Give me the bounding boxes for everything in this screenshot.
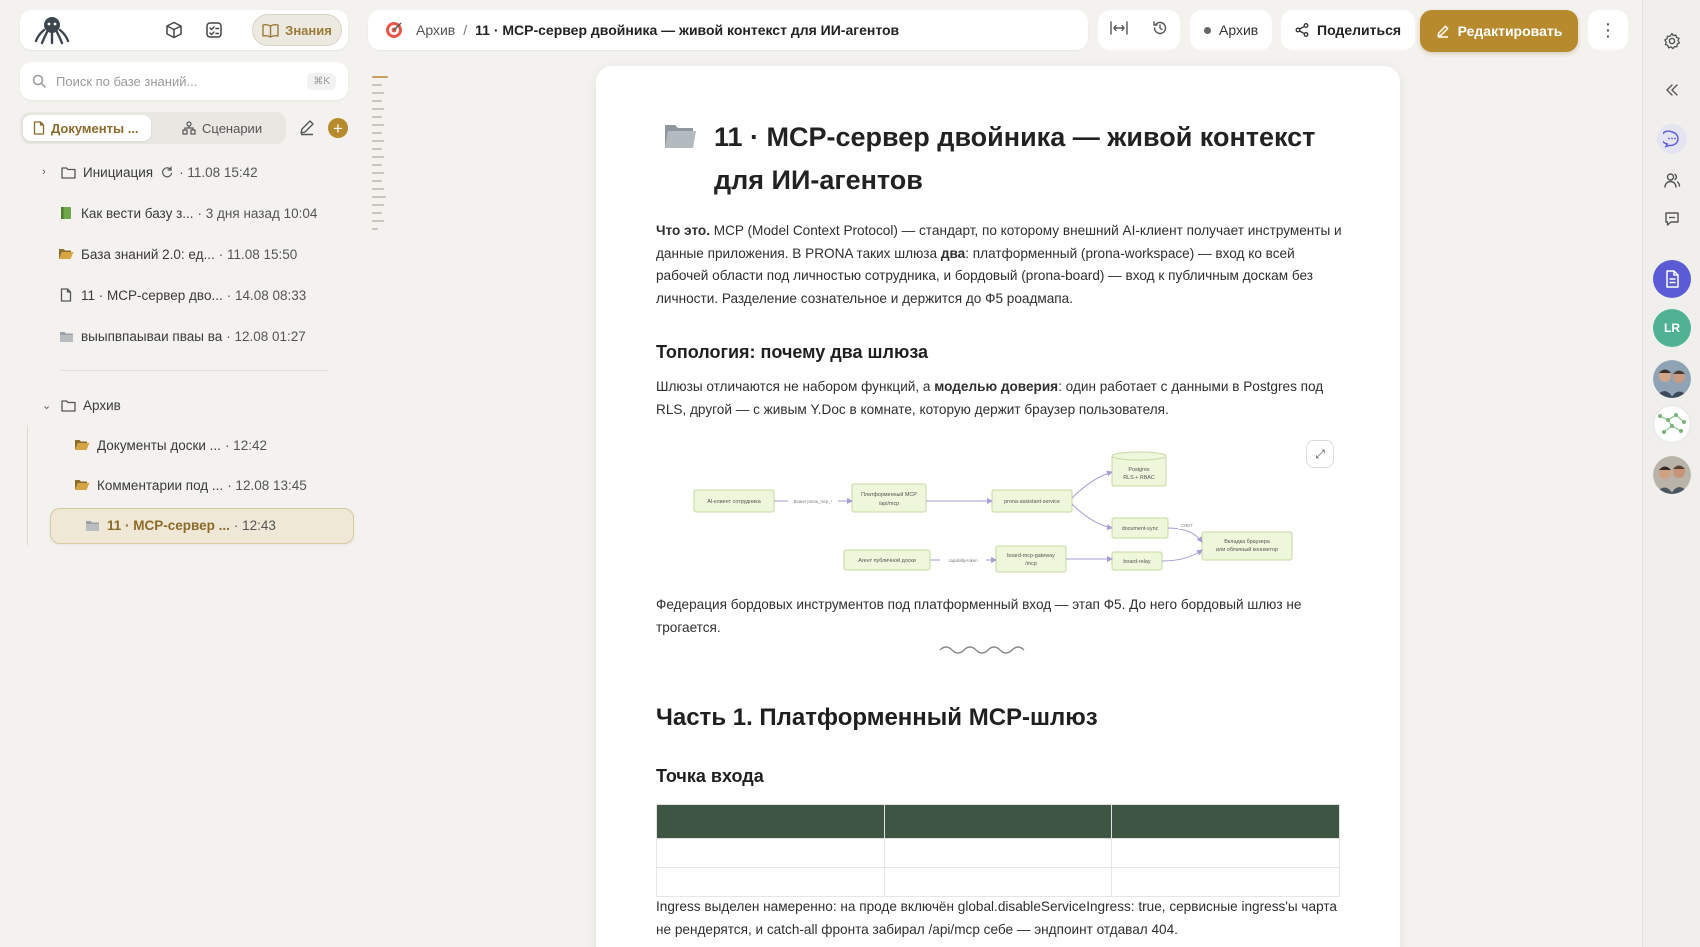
document-icon: [58, 287, 74, 303]
tree-item[interactable]: [58, 322, 306, 350]
document-title: 11 · MCP-сервер двойника — живой контекст для ИИ-агентов: [714, 122, 1316, 195]
history-icon[interactable]: [1152, 20, 1168, 41]
nav-knowledge-label: Знания: [285, 22, 332, 38]
diagram-node-gateway: [996, 546, 1066, 572]
diagram-label: prona-assistant-service: [1004, 499, 1060, 505]
tree-item-active[interactable]: [84, 511, 276, 539]
breadcrumb-parent[interactable]: Архив: [416, 22, 456, 38]
outline-mark[interactable]: [372, 220, 384, 222]
user-avatar-map[interactable]: [1653, 405, 1691, 443]
diagram-label: board-mcp-gateway: [1007, 553, 1055, 559]
table-cell: [1112, 868, 1340, 897]
tab-scenarios-label: Сценарии: [202, 120, 263, 136]
chat-icon[interactable]: [1657, 124, 1687, 154]
document-icon: [33, 121, 45, 135]
sync-icon: [159, 164, 175, 180]
table-header-cell: [657, 805, 885, 839]
diagram-node-platform: [852, 484, 926, 512]
table-cell: [1112, 839, 1340, 868]
sidebar-tabs: [20, 112, 286, 144]
target-icon: [384, 20, 404, 40]
folder-icon: [60, 164, 76, 180]
diagram-edge-label: Bearer prona_mcp_*: [793, 499, 833, 504]
intro-lead: Что это.: [656, 223, 710, 238]
tree-item[interactable]: [58, 240, 297, 268]
outline-mark[interactable]: [372, 108, 384, 110]
tree-item-label: Как вести базу з...: [81, 205, 194, 221]
tree-item-meta: · 11.08 15:50: [218, 246, 298, 262]
table-header-cell: [884, 805, 1112, 839]
octopus-logo-icon[interactable]: [34, 15, 70, 45]
chevron-down-icon[interactable]: ⌄: [42, 399, 52, 412]
app-nav: [20, 10, 348, 50]
share-button[interactable]: [1281, 10, 1415, 50]
avatar-initials: LR: [1664, 321, 1680, 335]
intro-paragraph: [656, 220, 1346, 310]
tree-folder-label: Инициация: [83, 164, 154, 180]
diagram-label: /mcp: [1025, 561, 1037, 567]
diagram-edge: [1162, 550, 1202, 561]
tree-item[interactable]: [74, 431, 267, 459]
tree-folder-initiation[interactable]: [42, 158, 258, 186]
topology-bold: моделью доверия: [934, 379, 1059, 394]
outline-mark[interactable]: [372, 204, 384, 206]
tab-documents[interactable]: [23, 115, 151, 141]
heading-entry-point: Точка входа: [656, 766, 764, 786]
add-document-button[interactable]: [328, 118, 348, 138]
table-header-cell: [1112, 805, 1340, 839]
table-cell: [657, 839, 885, 868]
open-folder-icon: [58, 246, 74, 262]
heading-part-1: Часть 1. Платформенный MCP-шлюз: [656, 704, 1098, 731]
intro-bold-two: два: [940, 245, 966, 261]
expand-icon: ⤢: [1315, 446, 1325, 461]
outline-mark[interactable]: [372, 164, 382, 166]
outline-mark[interactable]: [372, 84, 382, 86]
tree-indent-guide: [27, 425, 28, 545]
comments-icon[interactable]: [1657, 204, 1687, 234]
book-icon: [262, 23, 279, 38]
topology-text-cont: : один работает с данными в Postgres под RLS, другой — с живым Y.Doc в комнате, которую держит браузер пользователя.: [656, 379, 1324, 417]
table-row: [657, 839, 1340, 868]
tree-item-label: выыпвпаываи пваы ва: [81, 328, 223, 344]
share-icon: [1295, 23, 1309, 37]
diagram-edge-label: CRDT: [1181, 523, 1193, 528]
users-icon[interactable]: [1657, 165, 1687, 195]
diagram-label: Postgres: [1128, 467, 1150, 473]
intro-text: MCP (Model Context Protocol) — стандарт, по которому внешний AI-клиент получает инструменты и данные приложения. В PRONA таких шлюза: [656, 223, 1342, 261]
edit-label: Редактировать: [1457, 23, 1563, 39]
edit-tree-button[interactable]: [298, 118, 318, 138]
open-folder-icon: [74, 477, 90, 493]
outline-mark[interactable]: [372, 100, 382, 102]
collapse-panel-icon[interactable]: [1657, 75, 1687, 105]
tree-item-label: Комментарии под ...: [97, 477, 224, 493]
diagram-label: RLS + RBAC: [1123, 475, 1155, 481]
outline-mark[interactable]: [372, 188, 384, 190]
document-page: [596, 66, 1400, 947]
grey-folder-icon: [58, 328, 74, 344]
archive-status-label: Архив: [1219, 22, 1259, 38]
folder-emoji-icon: [662, 118, 698, 154]
outline-mark[interactable]: [372, 180, 382, 182]
tree-folder-label: Архив: [83, 397, 121, 413]
federation-paragraph: Федерация бордовых инструментов под платформенный вход — этап Ф5. До него бордовый шлюз не трогается.: [656, 597, 1302, 635]
diagram-label: Агент публичной доски: [858, 558, 916, 564]
table-cell: [884, 868, 1112, 897]
search-icon: [32, 74, 46, 88]
kebab-icon: ⋮: [1599, 19, 1617, 40]
table-cell: [657, 868, 885, 897]
table-row: [657, 868, 1340, 897]
diagram-label: AI-клиент сотрудника: [707, 499, 761, 505]
user-avatar-photo[interactable]: [1653, 456, 1691, 494]
right-rail: [1642, 0, 1700, 947]
outline-mark[interactable]: [372, 228, 378, 230]
outline-mark[interactable]: [372, 116, 382, 118]
tree-item[interactable]: [58, 281, 306, 309]
table-header-row: [657, 805, 1340, 839]
diagram-edge: [1072, 504, 1112, 528]
diagram-edge-label: capability-token: [948, 558, 978, 563]
outline-mark[interactable]: [372, 140, 384, 142]
table-cell: [884, 839, 1112, 868]
diagram-label: Вкладка браузера: [1224, 539, 1270, 545]
more-menu-button[interactable]: [1588, 10, 1628, 50]
flow-icon: [182, 121, 196, 135]
document-avatar[interactable]: [1653, 260, 1691, 298]
tree-item-meta: · 12:42: [224, 437, 267, 453]
section-divider-wave: [938, 642, 1030, 658]
topology-paragraph: [656, 376, 1346, 421]
settings-icon[interactable]: [1657, 26, 1687, 56]
user-avatar-initials[interactable]: [1653, 309, 1691, 347]
tree-item-meta: · 12.08 01:27: [226, 328, 306, 344]
diagram-edge: [1072, 472, 1112, 498]
knowledge-search: [20, 62, 348, 100]
outline-mark[interactable]: [372, 148, 382, 150]
green-book-icon: [58, 205, 74, 221]
breadcrumb-current: 11 · MCP-сервер двойника — живой контекст для ИИ-агентов: [475, 22, 900, 38]
search-shortcut-badge: ⌘K: [307, 73, 336, 90]
share-label: Поделиться: [1317, 22, 1402, 38]
diagram-label: Платформенный MCP: [861, 492, 917, 498]
chevron-right-icon[interactable]: ›: [42, 166, 46, 178]
nav-knowledge-button[interactable]: [252, 14, 342, 46]
outline-mark[interactable]: [372, 76, 388, 78]
plus-icon: +: [333, 118, 343, 138]
cube-icon[interactable]: [163, 19, 185, 41]
diagram-label: document-sync: [1121, 526, 1159, 532]
ingress-paragraph: Ingress выделен намеренно: на проде включён global.disableServiceIngress: true, сервисные ingress'ы чарта не рендерятся, и catch-all фронта забирал /api/mcp себе — эндпоинт отдавал 404.: [656, 899, 1337, 937]
tree-item-meta: · 12.08 13:45: [227, 477, 307, 493]
outline-mark[interactable]: [372, 124, 384, 126]
breadcrumb-separator: /: [463, 22, 468, 38]
diagram-label: или облачный коннектор: [1216, 547, 1278, 553]
tab-scenarios[interactable]: [172, 115, 282, 141]
tab-documents-label: Документы ...: [51, 120, 139, 136]
tree-item-label: 11 · MCP-сервер дво...: [81, 287, 223, 303]
entry-point-table: [656, 804, 1340, 897]
folder-icon: [60, 397, 76, 413]
heading-topology: Топология: почему два шлюза: [656, 342, 929, 362]
tree-item[interactable]: [74, 471, 307, 499]
checklist-icon[interactable]: [203, 19, 225, 41]
status-dot-icon: [1204, 27, 1211, 34]
search-input[interactable]: [56, 74, 307, 89]
tree-item-label: Документы доски ...: [97, 437, 221, 453]
user-avatar-photo[interactable]: [1653, 360, 1691, 398]
intro-text-cont: : платформенный (prona-workspace) — вход ко всей рабочей области под личностью сотрудника, и бордовый (prona-board) — вход к публичным доскам без личности. Разделение сознательное и держится до Ф5 роадмапа.: [656, 245, 1313, 306]
outline-mark[interactable]: [372, 92, 384, 94]
tree-item-label: 11 · MCP-сервер ...: [107, 517, 230, 533]
document-outline[interactable]: [372, 76, 388, 236]
archive-status-button[interactable]: [1190, 10, 1272, 50]
pencil-icon: [1436, 24, 1450, 38]
diagram-label: /api/mcp: [878, 501, 900, 507]
full-width-icon[interactable]: [1110, 21, 1128, 40]
outline-mark[interactable]: [372, 196, 386, 198]
tree-item-meta: · 12:43: [233, 517, 276, 533]
diagram-label: board-relay: [1123, 559, 1151, 565]
view-controls: [1098, 10, 1180, 50]
tree-divider: [60, 370, 328, 371]
tree-item[interactable]: [58, 199, 317, 227]
diagram-edge: [1168, 528, 1202, 542]
breadcrumb: [368, 10, 1088, 50]
grey-folder-icon: [84, 517, 100, 533]
outline-mark[interactable]: [372, 212, 382, 214]
topology-text: Шлюзы отличаются не набором функций, а: [656, 379, 935, 394]
diagram-node-browser-tab: [1202, 532, 1292, 560]
outline-mark[interactable]: [372, 156, 384, 158]
outline-mark[interactable]: [372, 172, 384, 174]
outline-mark[interactable]: [372, 132, 382, 134]
open-folder-icon: [74, 437, 90, 453]
pencil-icon: [298, 118, 316, 136]
tree-item-label: База знаний 2.0: ед...: [81, 246, 215, 262]
tree-item-meta: · 14.08 08:33: [226, 287, 307, 303]
tree-folder-archive[interactable]: [42, 391, 121, 419]
tree-item-meta: · 11.08 15:42: [179, 164, 258, 180]
tree-item-meta: · 3 дня назад 10:04: [197, 205, 318, 221]
edit-button[interactable]: [1420, 10, 1578, 52]
